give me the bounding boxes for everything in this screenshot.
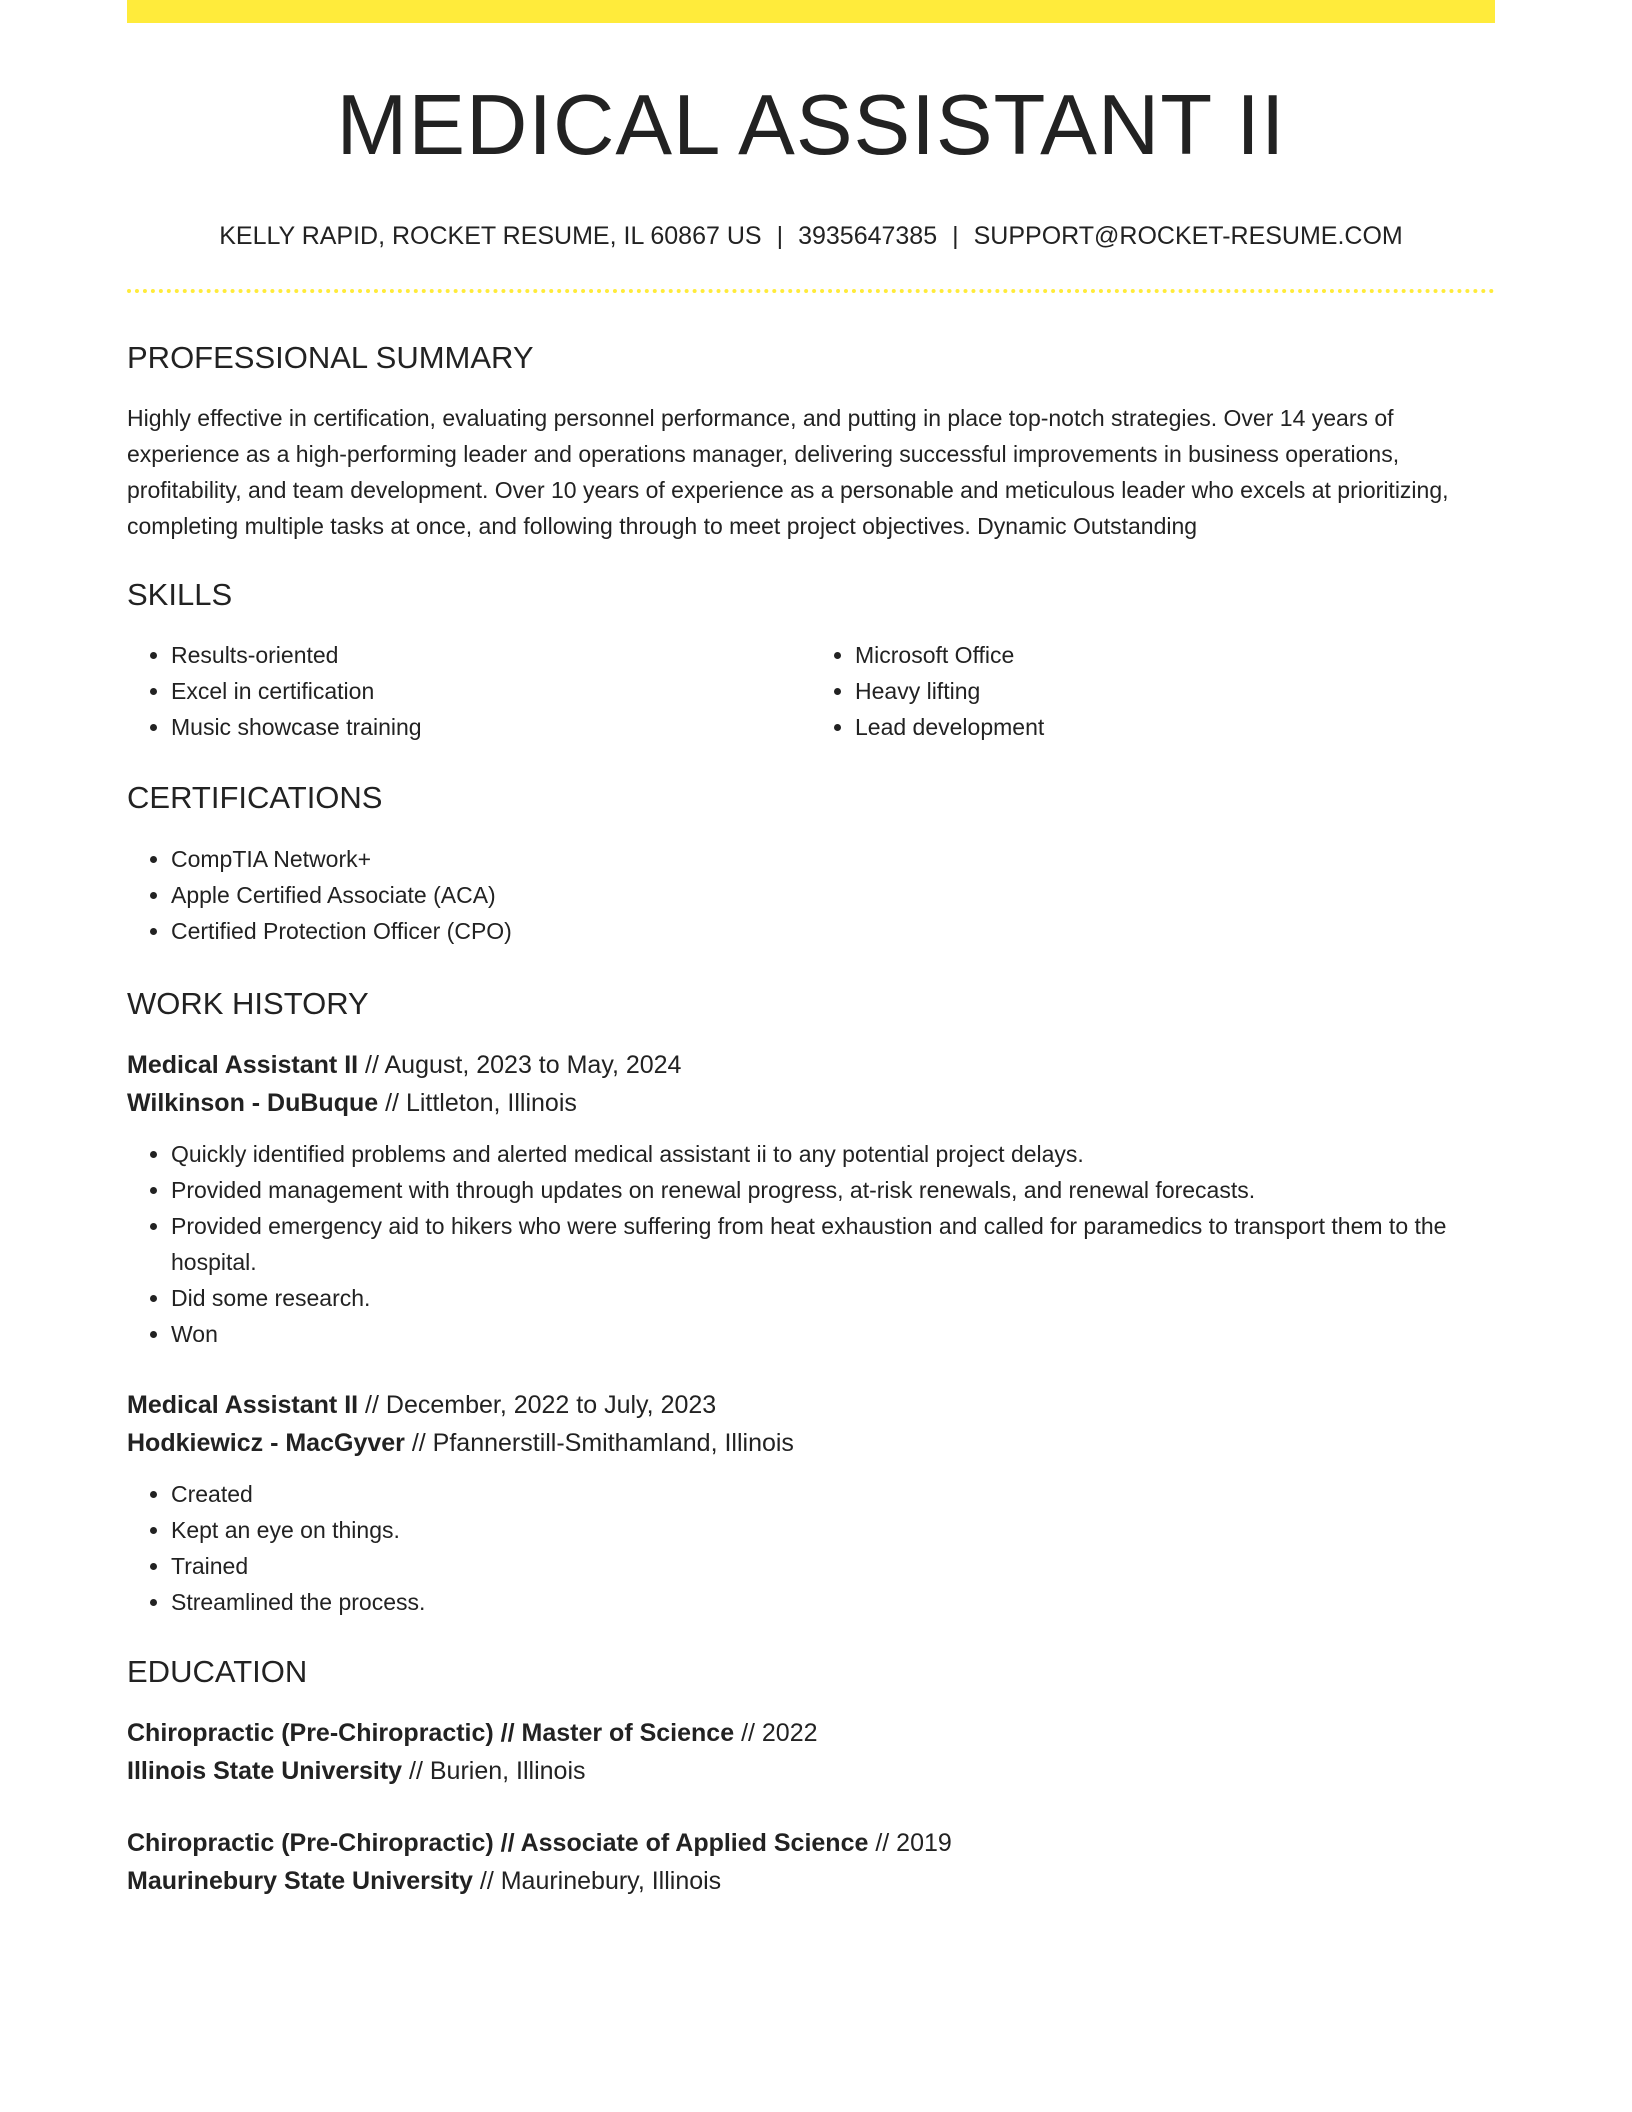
skills-list-left — [127, 637, 811, 745]
education-location: // Burien, Illinois — [409, 1756, 586, 1785]
job-company: Wilkinson - DuBuque — [127, 1088, 379, 1117]
education-entry — [127, 1714, 1495, 1790]
section-heading-certifications: CERTIFICATIONS — [127, 780, 383, 816]
skills-list-right — [811, 637, 1495, 745]
contact-phone: 3935647385 — [798, 222, 938, 250]
education-degree-line — [127, 1714, 1495, 1752]
job-company-line — [127, 1424, 1495, 1462]
skill-item: • Excel in certification — [171, 673, 811, 709]
resume-title: MEDICAL ASSISTANT II — [336, 78, 1286, 173]
certification-item: • Certified Protection Officer (CPO) — [171, 913, 1495, 949]
education-year: // 2022 — [741, 1718, 818, 1747]
job-bullet: • Created — [171, 1476, 1495, 1512]
dotted-divider — [127, 289, 1495, 293]
skill-item: • Music showcase training — [171, 709, 811, 745]
section-heading-summary: PROFESSIONAL SUMMARY — [127, 340, 534, 375]
job-bullet: • Trained — [171, 1548, 1495, 1584]
skill-item: • Results-oriented — [171, 637, 811, 673]
job-company: Hodkiewicz - MacGyver — [127, 1428, 405, 1457]
job-dates: // December, 2022 to July, 2023 — [365, 1390, 717, 1419]
contact-email: SUPPORT@ROCKET-RESUME.COM — [973, 222, 1403, 250]
job-bullet: • Streamlined the process. — [171, 1584, 1495, 1620]
job-bullet: • Provided emergency aid to hikers who were suffering from heat exhaustion and called for paramedics to transport them to the hospital. — [171, 1208, 1495, 1280]
job-location: // Littleton, Illinois — [385, 1088, 577, 1117]
education-school: Maurinebury State University — [127, 1866, 473, 1895]
job-bullet: • Kept an eye on things. — [171, 1512, 1495, 1548]
skill-item: • Lead development — [855, 709, 1495, 745]
job-entry — [127, 1046, 1495, 1352]
job-entry — [127, 1386, 1495, 1620]
skill-item: • Microsoft Office — [855, 637, 1495, 673]
job-title-line — [127, 1386, 1495, 1424]
certifications-list — [127, 841, 1495, 949]
job-bullet: • Quickly identified problems and alerted medical assistant ii to any potential project delays. — [171, 1136, 1495, 1172]
job-bullet-list — [127, 1136, 1495, 1352]
job-dates: // August, 2023 to May, 2024 — [365, 1050, 682, 1079]
resume-page — [127, 0, 1495, 1900]
job-bullet: • Did some research. — [171, 1280, 1495, 1316]
education-entry — [127, 1824, 1495, 1900]
education-school-line — [127, 1752, 1495, 1790]
job-title: Medical Assistant II — [127, 1050, 359, 1079]
education-school-line — [127, 1862, 1495, 1900]
contact-line — [127, 221, 1495, 251]
job-bullet: • Provided management with through updates on renewal progress, at-risk renewals, and renewal forecasts. — [171, 1172, 1495, 1208]
skills-columns — [127, 637, 1495, 745]
job-company-line — [127, 1084, 1495, 1122]
education-degree-line — [127, 1824, 1495, 1862]
job-bullet: • Won — [171, 1316, 1495, 1352]
education-school: Illinois State University — [127, 1756, 403, 1785]
section-heading-education: EDUCATION — [127, 1653, 308, 1689]
contact-separator: | — [776, 222, 784, 250]
education-location: // Maurinebury, Illinois — [479, 1866, 722, 1895]
section-heading-work-history: WORK HISTORY — [127, 985, 369, 1021]
certification-item: • CompTIA Network+ — [171, 841, 1495, 877]
contact-address: KELLY RAPID, ROCKET RESUME, IL 60867 US — [219, 222, 762, 250]
job-title-line — [127, 1046, 1495, 1084]
education-degree: Chiropractic (Pre-Chiropractic) // Master of Science — [127, 1718, 735, 1747]
certification-item: • Apple Certified Associate (ACA) — [171, 877, 1495, 913]
education-year: // 2019 — [875, 1828, 952, 1857]
contact-separator: | — [952, 222, 959, 250]
job-title: Medical Assistant II — [127, 1390, 359, 1419]
section-heading-skills: SKILLS — [127, 577, 233, 613]
job-bullet-list — [127, 1476, 1495, 1620]
job-location: // Pfannerstill-Smithamland, Illinois — [411, 1428, 794, 1457]
accent-top-bar — [127, 0, 1495, 23]
education-degree: Chiropractic (Pre-Chiropractic) // Associate of Applied Science — [127, 1828, 869, 1857]
summary-text: Highly effective in certification, evaluating personnel performance, and putting in place top-notch strategies. Over 14 years of experience as a high-performing leader and operations manager, delivering successful improvements in business operations, profitability, and team development. Over 10 years of experience as a personable and meticulous leader who excels at prioritizing, completing multiple tasks at once, and following through to meet project objectives. Dynamic Outstanding — [127, 405, 1449, 540]
skill-item: • Heavy lifting — [855, 673, 1495, 709]
